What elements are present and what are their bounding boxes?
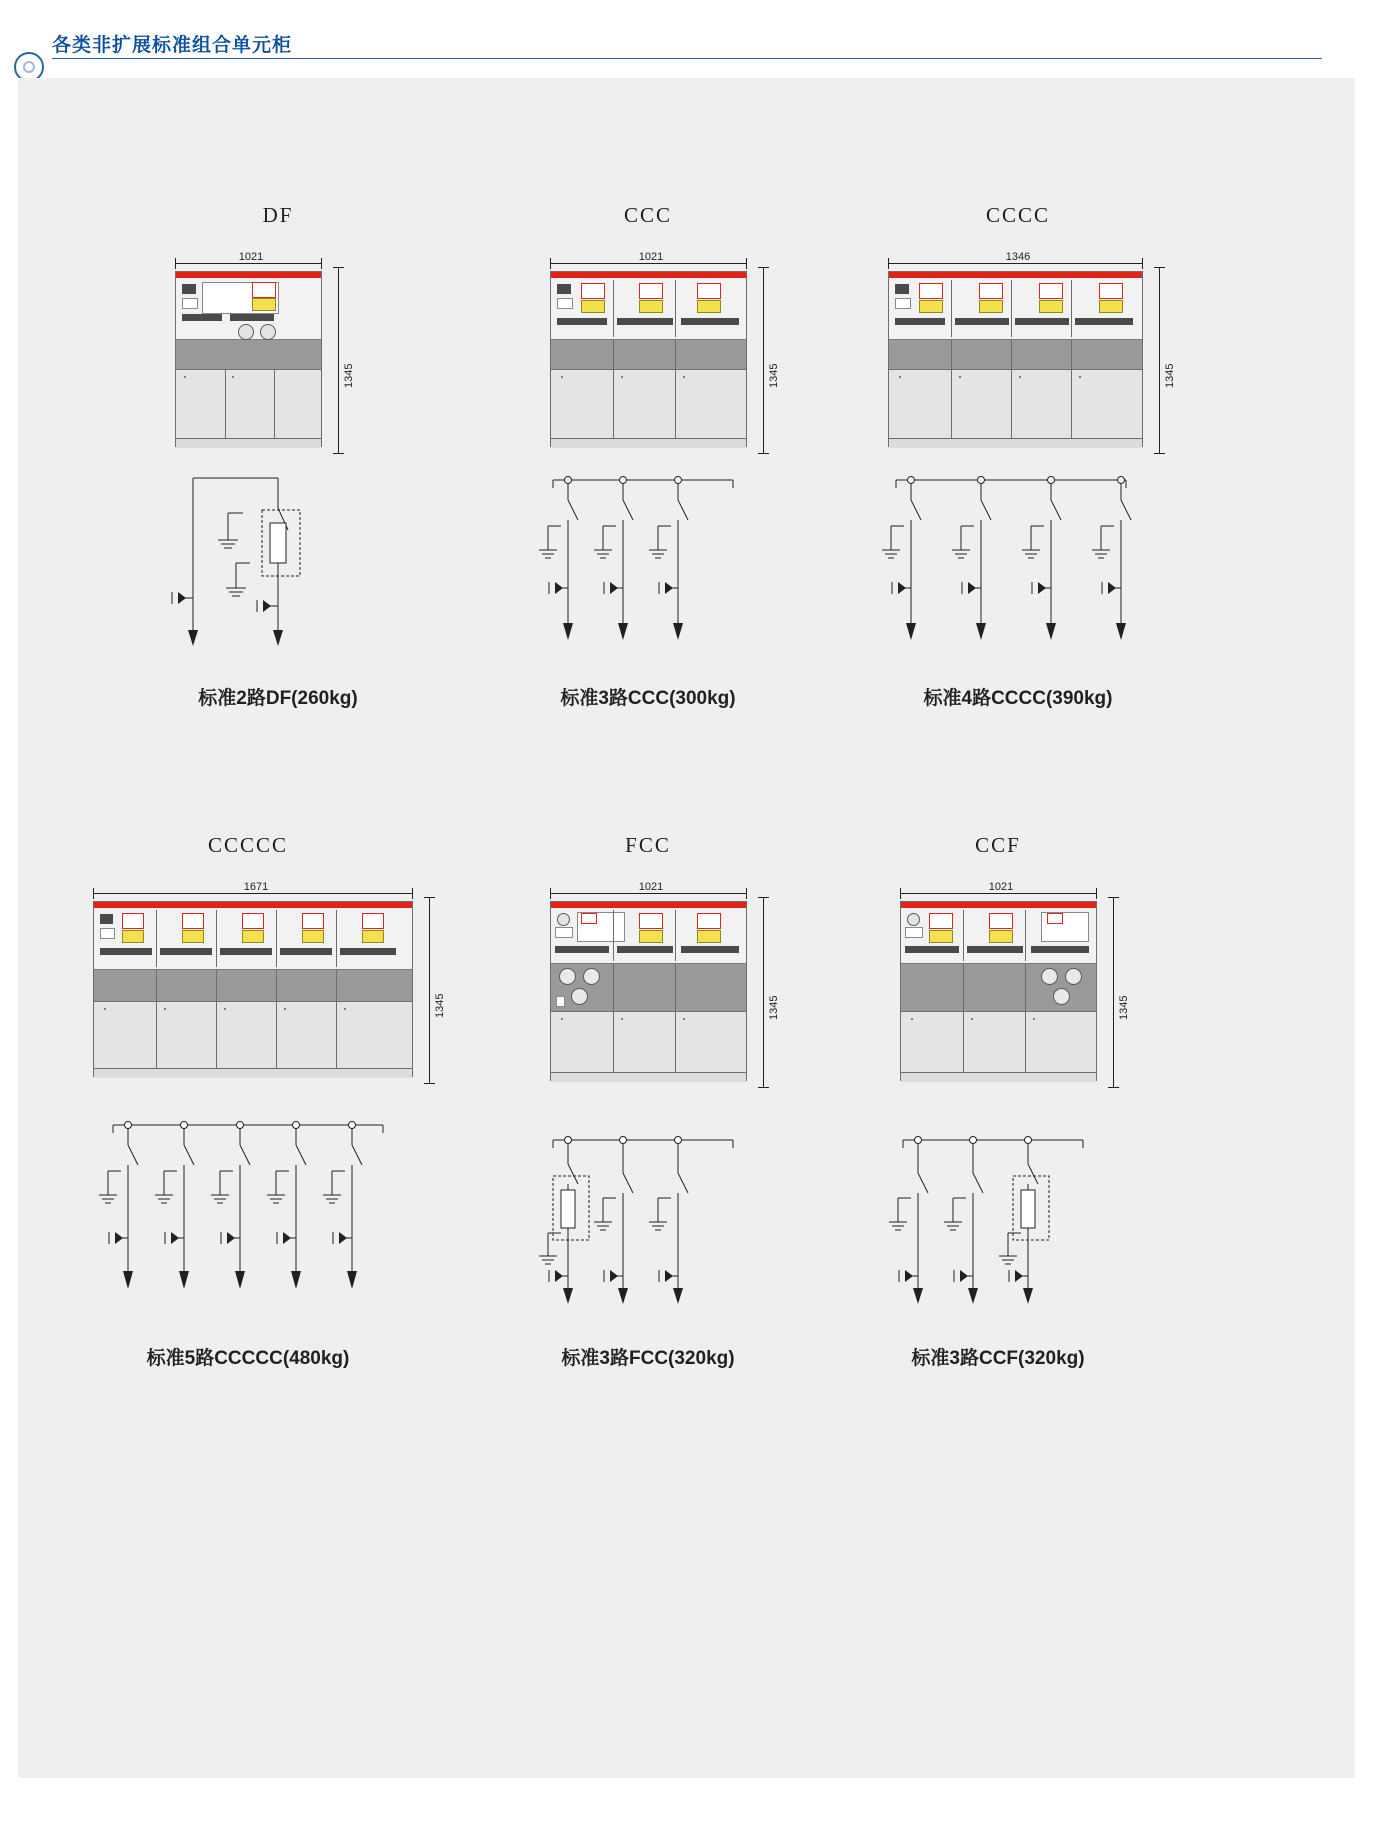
- width-dimension-label: 1021: [213, 251, 289, 263]
- schematic-ccc: [533, 468, 773, 658]
- bay-divider: [1071, 280, 1072, 337]
- indicator-yellow-icon: [1099, 300, 1123, 313]
- terminal-strip: [182, 314, 222, 321]
- width-dimension-line: [93, 893, 413, 894]
- control-module-icon: [557, 284, 571, 294]
- indicator-yellow-icon: [252, 298, 276, 311]
- indicator-red-icon: [581, 913, 597, 924]
- figure-ccf: [828, 833, 1168, 1533]
- figure-ccccc: [38, 833, 458, 1533]
- cabinet-upper-section: [176, 278, 321, 340]
- cabinet-base: [551, 438, 746, 448]
- figure-df: [118, 203, 438, 883]
- width-dimension-label: 1021: [613, 881, 689, 893]
- dim-tick: [1108, 1087, 1119, 1088]
- indicator-yellow-icon: [919, 300, 943, 313]
- figure-grid: [18, 78, 1355, 1778]
- cabinet-upper-section: [551, 908, 746, 964]
- indicator-yellow-icon: [302, 930, 324, 943]
- cabinet-base: [94, 1068, 412, 1078]
- indicator-red-icon: [1039, 283, 1063, 299]
- header-divider: [52, 58, 1322, 59]
- terminal-strip: [681, 946, 739, 953]
- bay-divider: [675, 340, 676, 369]
- cabinet-lower-section: [94, 1002, 412, 1078]
- indicator-red-icon: [182, 913, 204, 929]
- bay-divider: [613, 370, 614, 448]
- dim-tick: [1096, 888, 1097, 899]
- fastener-dot: [561, 1018, 563, 1020]
- figure-title: CCCC: [985, 203, 1051, 227]
- bay-divider: [276, 910, 277, 967]
- operation-dial-icon: [571, 988, 588, 1005]
- figure-cccc: [828, 203, 1208, 883]
- bay-divider: [1071, 340, 1072, 369]
- schematic-fcc: [533, 1128, 773, 1318]
- bay-divider: [1011, 340, 1012, 369]
- display-module-icon: [100, 928, 115, 939]
- terminal-strip: [160, 948, 212, 955]
- fastener-dot: [971, 1018, 973, 1020]
- indicator-yellow-icon: [989, 930, 1013, 943]
- terminal-strip: [955, 318, 1009, 325]
- schematic-ccf: [883, 1128, 1123, 1318]
- height-dimension-label: 1345: [1164, 361, 1176, 391]
- cabinet-drawing: [175, 271, 355, 447]
- width-dimension-line: [888, 263, 1143, 264]
- cabinet-lower-section: [889, 370, 1142, 448]
- figure-ccc: [478, 203, 818, 883]
- cabinet-base: [176, 438, 321, 448]
- operation-dial-icon: [238, 324, 254, 340]
- fastener-dot: [1033, 1018, 1035, 1020]
- bay-divider: [274, 370, 275, 448]
- bay-divider: [951, 370, 952, 448]
- bay-divider: [1071, 370, 1072, 448]
- display-module-icon: [557, 298, 573, 309]
- bay-divider: [1011, 370, 1012, 448]
- cabinet-lower-section: [551, 370, 746, 448]
- dim-tick: [746, 888, 747, 899]
- fastener-dot: [184, 376, 186, 378]
- cabinet-drawing: [93, 901, 446, 1077]
- dim-tick: [1142, 258, 1143, 269]
- bay-divider: [276, 1002, 277, 1078]
- dim-tick: [412, 888, 413, 899]
- control-module-icon: [182, 284, 196, 294]
- fastener-dot: [899, 376, 901, 378]
- indicator-red-icon: [1047, 913, 1063, 924]
- cabinet-upper-section: [551, 278, 746, 340]
- width-dimension-label: 1671: [218, 881, 294, 893]
- indicator-red-icon: [989, 913, 1013, 929]
- display-module-icon: [895, 298, 911, 309]
- bay-divider: [951, 280, 952, 337]
- indicator-red-icon: [362, 913, 384, 929]
- dim-tick: [758, 267, 769, 268]
- terminal-strip: [557, 318, 607, 325]
- cabinet-mid-section: [176, 340, 321, 370]
- terminal-strip: [340, 948, 396, 955]
- fastener-dot: [1019, 376, 1021, 378]
- cabinet-base: [901, 1072, 1096, 1082]
- bay-divider: [336, 970, 337, 1001]
- bay-divider: [216, 1002, 217, 1078]
- fastener-dot: [959, 376, 961, 378]
- fastener-dot: [224, 1008, 226, 1010]
- control-module-icon: [100, 914, 113, 924]
- terminal-strip: [1031, 946, 1089, 953]
- bay-divider: [1025, 910, 1026, 961]
- bay-divider: [613, 964, 614, 1011]
- fastener-dot: [164, 1008, 166, 1010]
- indicator-yellow-icon: [639, 930, 663, 943]
- fastener-dot: [683, 376, 685, 378]
- height-dimension-line: [763, 897, 764, 1087]
- operation-dial-icon: [260, 324, 276, 340]
- dim-tick: [900, 888, 901, 899]
- bay-divider: [613, 340, 614, 369]
- height-dimension-line: [1113, 897, 1114, 1087]
- figure-caption: 标准5路CCCCC(480kg): [146, 1348, 350, 1369]
- schematic-cccc: [876, 468, 1166, 658]
- bay-divider: [963, 964, 964, 1011]
- operation-dial-icon: [907, 913, 920, 926]
- cabinet-mid-section: [551, 340, 746, 370]
- height-dimension-label: 1345: [434, 991, 446, 1021]
- fastener-dot: [344, 1008, 346, 1010]
- indicator-red-icon: [1099, 283, 1123, 299]
- indicator-yellow-icon: [182, 930, 204, 943]
- bay-divider: [951, 340, 952, 369]
- operation-dial-icon: [583, 968, 600, 985]
- cabinet-drawing: [888, 271, 1176, 447]
- fastener-dot: [104, 1008, 106, 1010]
- cabinet-mid-section: [94, 970, 412, 1002]
- operation-dial-icon: [559, 968, 576, 985]
- height-dimension-label: 1345: [343, 361, 355, 391]
- dim-tick: [333, 267, 344, 268]
- terminal-strip: [905, 946, 959, 953]
- dim-tick: [424, 1083, 435, 1084]
- control-module-icon: [895, 284, 909, 294]
- terminal-strip: [895, 318, 945, 325]
- cabinet-drawing: [550, 901, 780, 1081]
- operation-dial-icon: [557, 913, 570, 926]
- bay-divider: [336, 1002, 337, 1078]
- width-dimension-label: 1021: [613, 251, 689, 263]
- dim-tick: [758, 897, 769, 898]
- height-dimension-label: 1345: [768, 993, 780, 1023]
- bay-divider: [613, 910, 614, 961]
- content-panel: [18, 78, 1355, 1778]
- cabinet-upper-section: [889, 278, 1142, 340]
- display-module-icon: [905, 927, 923, 938]
- width-dimension-line: [550, 893, 747, 894]
- bay-divider: [1025, 964, 1026, 1011]
- figure-caption: 标准4路CCCC(390kg): [923, 688, 1113, 709]
- height-dimension-line: [429, 897, 430, 1083]
- width-dimension-line: [175, 263, 322, 264]
- terminal-strip: [555, 946, 609, 953]
- dim-tick: [321, 258, 322, 269]
- bay-divider: [156, 1002, 157, 1078]
- bay-divider: [613, 280, 614, 337]
- bay-divider: [336, 910, 337, 967]
- terminal-strip: [967, 946, 1023, 953]
- cabinet-mid-section: [901, 964, 1096, 1012]
- indicator-red-icon: [252, 282, 276, 298]
- bay-divider: [156, 910, 157, 967]
- indicator-yellow-icon: [581, 300, 605, 313]
- dim-tick: [550, 888, 551, 899]
- width-dimension-label: 1021: [963, 881, 1039, 893]
- fastener-dot: [561, 376, 563, 378]
- height-dimension-line: [763, 267, 764, 453]
- indicator-red-icon: [919, 283, 943, 299]
- terminal-strip: [617, 318, 673, 325]
- fastener-dot: [621, 376, 623, 378]
- fastener-dot: [232, 376, 234, 378]
- bay-divider: [1011, 280, 1012, 337]
- cabinet-base: [889, 438, 1142, 448]
- cabinet-drawing: [900, 901, 1130, 1081]
- indicator-red-icon: [302, 913, 324, 929]
- indicator-red-icon: [639, 913, 663, 929]
- display-module-icon: [555, 927, 573, 938]
- cabinet-lower-section: [176, 370, 321, 448]
- display-module-icon: [182, 298, 198, 309]
- bay-divider: [216, 970, 217, 1001]
- indicator-red-icon: [929, 913, 953, 929]
- indicator-red-icon: [697, 283, 721, 299]
- height-dimension-label: 1345: [1118, 993, 1130, 1023]
- bay-divider: [225, 370, 226, 448]
- dim-tick: [424, 897, 435, 898]
- figure-caption: 标准2路DF(260kg): [198, 688, 358, 709]
- indicator-red-icon: [242, 913, 264, 929]
- height-dimension-line: [338, 267, 339, 453]
- dim-tick: [746, 258, 747, 269]
- dim-tick: [758, 1087, 769, 1088]
- fastener-dot: [683, 1018, 685, 1020]
- dim-tick: [550, 258, 551, 269]
- terminal-strip: [100, 948, 152, 955]
- bay-divider: [276, 970, 277, 1001]
- indicator-yellow-icon: [362, 930, 384, 943]
- dim-tick: [758, 453, 769, 454]
- indicator-yellow-icon: [1039, 300, 1063, 313]
- cabinet-base: [551, 1072, 746, 1082]
- figure-fcc: [478, 833, 818, 1533]
- terminal-strip: [617, 946, 673, 953]
- bay-divider: [216, 910, 217, 967]
- cabinet-lower-section: [551, 1012, 746, 1082]
- figure-title: CCCCC: [207, 833, 289, 857]
- bay-divider: [675, 280, 676, 337]
- fastener-dot: [1079, 376, 1081, 378]
- figure-caption: 标准3路CCF(320kg): [911, 1348, 1085, 1369]
- terminal-strip: [280, 948, 332, 955]
- dim-tick: [93, 888, 94, 899]
- indicator-yellow-icon: [697, 930, 721, 943]
- terminal-strip: [1015, 318, 1069, 325]
- indicator-yellow-icon: [242, 930, 264, 943]
- bay-divider: [156, 970, 157, 1001]
- terminal-strip: [220, 948, 272, 955]
- terminal-strip: [230, 314, 274, 321]
- dim-tick: [333, 453, 344, 454]
- bay-divider: [675, 964, 676, 1011]
- figure-title: DF: [262, 203, 294, 227]
- operation-dial-icon: [1041, 968, 1058, 985]
- schematic-ccccc: [93, 1113, 423, 1308]
- height-dimension-label: 1345: [768, 361, 780, 391]
- width-dimension-line: [900, 893, 1097, 894]
- dim-tick: [1154, 267, 1165, 268]
- figure-title: CCF: [975, 833, 1021, 857]
- indicator-yellow-icon: [697, 300, 721, 313]
- indicator-red-icon: [122, 913, 144, 929]
- cabinet-upper-section: [94, 908, 412, 970]
- dim-tick: [175, 258, 176, 269]
- fastener-dot: [621, 1018, 623, 1020]
- indicator-yellow-icon: [122, 930, 144, 943]
- figure-caption: 标准3路CCC(300kg): [560, 688, 736, 709]
- page-header: [0, 0, 1373, 62]
- cabinet-mid-section: [551, 964, 746, 1012]
- indicator-red-icon: [639, 283, 663, 299]
- indicator-yellow-icon: [929, 930, 953, 943]
- indicator-yellow-icon: [639, 300, 663, 313]
- fastener-dot: [911, 1018, 913, 1020]
- label-plate: [556, 996, 565, 1007]
- figure-title: FCC: [625, 833, 671, 857]
- bay-divider: [675, 370, 676, 448]
- indicator-red-icon: [697, 913, 721, 929]
- terminal-strip: [1075, 318, 1133, 325]
- indicator-red-icon: [979, 283, 1003, 299]
- page-title: 各类非扩展标准组合单元柜: [52, 35, 293, 56]
- figure-caption: 标准3路FCC(320kg): [561, 1348, 735, 1369]
- terminal-strip: [681, 318, 739, 325]
- width-dimension-label: 1346: [980, 251, 1056, 263]
- schematic-df: [158, 468, 378, 658]
- dim-tick: [888, 258, 889, 269]
- fastener-dot: [284, 1008, 286, 1010]
- indicator-red-icon: [581, 283, 605, 299]
- figure-title: CCC: [623, 203, 673, 227]
- bay-divider: [675, 910, 676, 961]
- operation-dial-icon: [1065, 968, 1082, 985]
- width-dimension-line: [550, 263, 747, 264]
- bay-divider: [963, 910, 964, 961]
- dim-tick: [1108, 897, 1119, 898]
- dim-tick: [1154, 453, 1165, 454]
- cabinet-drawing: [550, 271, 780, 447]
- cabinet-lower-section: [901, 1012, 1096, 1082]
- cabinet-upper-section: [901, 908, 1096, 964]
- indicator-yellow-icon: [979, 300, 1003, 313]
- operation-dial-icon: [1053, 988, 1070, 1005]
- height-dimension-line: [1159, 267, 1160, 453]
- cabinet-mid-section: [889, 340, 1142, 370]
